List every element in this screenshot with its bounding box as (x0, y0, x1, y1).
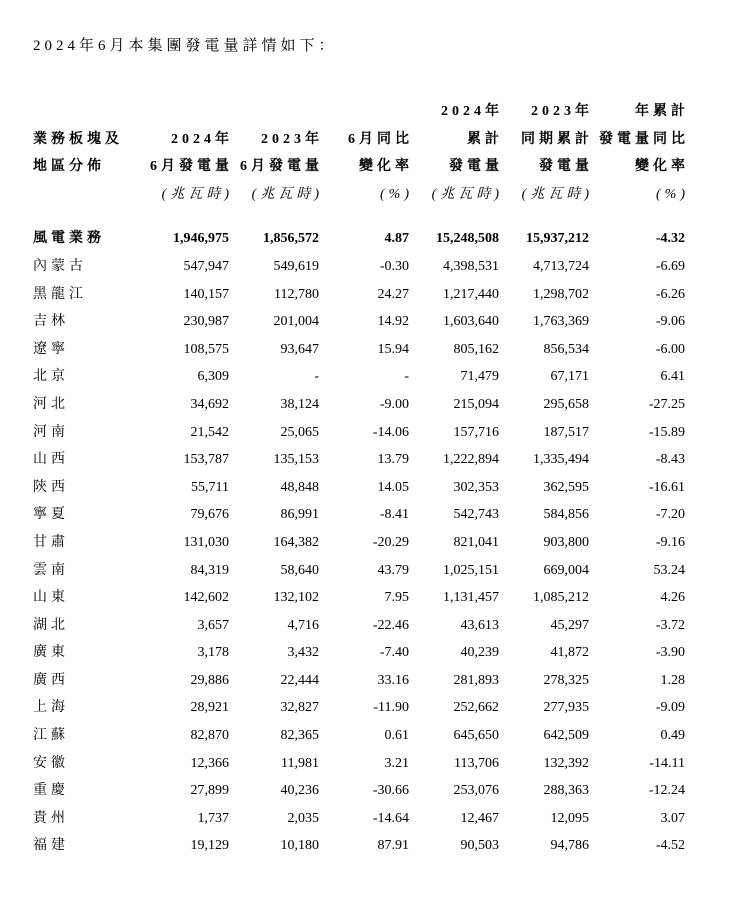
value-cell: 43.79 (377, 562, 409, 578)
value-cell: -11.90 (373, 700, 409, 716)
value-cell: -8.43 (655, 452, 685, 468)
header-cell (499, 126, 593, 154)
value-cell: 19,129 (190, 838, 229, 854)
value-cell: 45,297 (550, 617, 589, 633)
value-cell: 164,382 (273, 534, 319, 550)
value-cell: 821,041 (453, 534, 499, 550)
region-cell: 雲南 (33, 562, 69, 578)
value-cell: 1,025,151 (443, 562, 499, 578)
value-cell: 3.07 (660, 810, 685, 826)
value-cell: 112,780 (274, 286, 319, 302)
value-cell: -30.66 (372, 783, 409, 799)
value-cell: -9.16 (655, 534, 685, 550)
region-cell: 山東 (33, 590, 69, 606)
table-row (33, 639, 685, 667)
region-cell: 貴州 (33, 810, 69, 826)
value-cell: 94,786 (550, 838, 589, 854)
value-cell: 1,946,975 (173, 231, 229, 247)
value-cell: 24.27 (377, 286, 409, 302)
table-row (33, 557, 685, 585)
value-cell: 40,239 (460, 645, 499, 661)
header-cell (229, 181, 323, 209)
value-cell: -16.61 (648, 479, 685, 495)
value-cell: 1,763,369 (533, 314, 589, 330)
value-cell: 288,363 (543, 783, 589, 799)
value-cell: 41,872 (550, 645, 589, 661)
value-cell: 135,153 (273, 452, 319, 468)
table-row (33, 391, 685, 419)
value-cell: 542,743 (453, 507, 499, 523)
value-cell: 1,335,494 (533, 452, 589, 468)
value-cell: 15,937,212 (526, 231, 589, 247)
value-cell: 55,711 (191, 479, 229, 495)
header-cell (409, 153, 503, 181)
header-cell (499, 98, 593, 126)
value-cell: 33.16 (377, 672, 409, 688)
value-cell: -14.06 (372, 424, 409, 440)
value-cell: 12,366 (190, 755, 229, 771)
value-cell: 6,309 (197, 369, 229, 385)
header-cell-text: 2023年 (261, 131, 323, 147)
region-cell: 內蒙古 (33, 258, 87, 274)
generation-table (33, 98, 689, 860)
value-cell: 1,856,572 (263, 231, 319, 247)
value-cell: 21,542 (190, 424, 229, 440)
value-cell: 84,319 (190, 562, 229, 578)
header-cell (139, 181, 233, 209)
value-cell: 40,236 (280, 783, 319, 799)
region-cell: 遼寧 (33, 341, 69, 357)
value-cell: 281,893 (453, 672, 499, 688)
value-cell: 34,692 (190, 396, 229, 412)
value-cell: 132,102 (273, 590, 319, 606)
value-cell: 903,800 (543, 534, 589, 550)
region-cell: 河北 (33, 396, 69, 412)
header-cell (229, 126, 323, 154)
table-row (33, 777, 685, 805)
value-cell: -12.24 (648, 783, 685, 799)
region-cell: 上海 (33, 700, 69, 716)
region-cell: 廣東 (33, 645, 69, 661)
value-cell: -8.41 (379, 507, 409, 523)
value-cell: 48,848 (280, 479, 319, 495)
header-cell-text: (%) (380, 186, 413, 202)
value-cell: -22.46 (372, 617, 409, 633)
header-cell-text: 6月發電量 (150, 159, 233, 175)
value-cell: 93,647 (280, 341, 319, 357)
value-cell: 6.41 (660, 369, 685, 385)
header-cell-text: 6月發電量 (240, 159, 323, 175)
value-cell: 12,095 (550, 810, 589, 826)
header-cell (319, 126, 413, 154)
value-cell: 14.05 (377, 479, 409, 495)
value-cell: 43,613 (460, 617, 499, 633)
value-cell: 3,178 (197, 645, 229, 661)
header-cell-text: 6月同比 (348, 131, 413, 147)
region-cell: 湖北 (33, 617, 69, 633)
value-cell: 253,076 (453, 783, 499, 799)
value-cell: 549,619 (273, 258, 319, 274)
value-cell: 11,981 (281, 755, 319, 771)
value-cell: -9.09 (655, 700, 685, 716)
table-row (33, 446, 685, 474)
value-cell: 295,658 (543, 396, 589, 412)
value-cell: 22,444 (280, 672, 319, 688)
header-cell (589, 181, 689, 209)
value-cell: - (314, 369, 319, 385)
value-cell: 0.49 (660, 728, 685, 744)
header-cell-text: (兆瓦時) (161, 186, 233, 202)
value-cell: 3,432 (287, 645, 319, 661)
value-cell: 157,716 (453, 424, 499, 440)
region-cell: 福建 (33, 838, 69, 854)
value-cell: 38,124 (280, 396, 319, 412)
header-cell-text: 2024年 (441, 104, 503, 119)
header-cell (229, 153, 323, 181)
value-cell: -14.11 (649, 755, 685, 771)
value-cell: 82,870 (190, 728, 229, 744)
table-row (33, 584, 685, 612)
region-cell: 寧夏 (33, 507, 69, 523)
value-cell: 86,991 (280, 507, 319, 523)
value-cell: -7.40 (379, 645, 409, 661)
header-cell (409, 126, 503, 154)
value-cell: 362,595 (543, 479, 589, 495)
value-cell: 14.92 (377, 314, 409, 330)
header-row (33, 98, 685, 126)
value-cell: -6.26 (655, 286, 685, 302)
value-cell: -3.72 (655, 617, 685, 633)
header-cell (319, 98, 409, 126)
table-row (33, 281, 685, 309)
value-cell: 3,657 (197, 617, 229, 633)
value-cell: 140,157 (183, 286, 229, 302)
header-cell (319, 181, 413, 209)
value-cell: 302,353 (453, 479, 499, 495)
table-row (33, 612, 685, 640)
value-cell: 25,065 (280, 424, 319, 440)
value-cell: -9.00 (379, 396, 409, 412)
header-cell (319, 153, 413, 181)
value-cell: 113,706 (454, 755, 499, 771)
value-cell: 12,467 (460, 810, 499, 826)
table-row (33, 308, 685, 336)
value-cell: 15,248,508 (436, 231, 499, 247)
value-cell: 1,603,640 (443, 314, 499, 330)
header-cell (499, 153, 593, 181)
table-header (33, 98, 689, 208)
value-cell: 4,716 (287, 617, 319, 633)
value-cell: 27,899 (190, 783, 229, 799)
table-row (33, 805, 685, 833)
region-cell: 重慶 (33, 783, 69, 799)
value-cell: 87.91 (377, 838, 409, 854)
table-row (33, 501, 685, 529)
header-row (33, 126, 685, 154)
value-cell: -3.90 (655, 645, 685, 661)
value-cell: 669,004 (543, 562, 589, 578)
value-cell: 4,713,724 (533, 258, 589, 274)
table-row (33, 529, 685, 557)
value-cell: 1,085,212 (533, 590, 589, 606)
header-cell (139, 98, 229, 126)
value-cell: 58,640 (280, 562, 319, 578)
value-cell: -15.89 (648, 424, 685, 440)
header-cell-text: 變化率 (359, 159, 413, 175)
table-row (33, 667, 685, 695)
header-row (33, 153, 685, 181)
region-cell: 吉林 (33, 314, 69, 330)
region-cell: 風電業務 (33, 231, 105, 247)
value-cell: 142,602 (183, 590, 229, 606)
value-cell: 1.28 (660, 672, 685, 688)
header-cell-text: 發電量 (539, 159, 593, 175)
value-cell: 277,935 (543, 700, 589, 716)
table-row (33, 419, 685, 447)
value-cell: 32,827 (280, 700, 319, 716)
value-cell: 15.94 (377, 341, 409, 357)
value-cell: 10,180 (280, 838, 319, 854)
header-cell (409, 98, 503, 126)
value-cell: 7.95 (384, 590, 409, 606)
region-cell: 廣西 (33, 672, 69, 688)
table-row (33, 363, 685, 391)
region-cell: 黑龍江 (33, 286, 87, 302)
header-cell-text: 累計 (467, 131, 503, 147)
value-cell: 187,517 (543, 424, 589, 440)
region-cell: 北京 (33, 369, 69, 385)
header-cell (33, 98, 139, 126)
table-row (33, 253, 685, 281)
header-row (33, 181, 685, 209)
table-row (33, 336, 685, 364)
value-cell: 108,575 (183, 341, 229, 357)
value-cell: 132,392 (543, 755, 589, 771)
value-cell: 252,662 (453, 700, 499, 716)
value-cell: 90,503 (460, 838, 499, 854)
header-cell-text: 變化率 (635, 159, 689, 175)
region-cell: 河南 (33, 424, 69, 440)
value-cell: 645,650 (453, 728, 499, 744)
value-cell: 53.24 (653, 562, 685, 578)
header-cell (139, 126, 233, 154)
value-cell: 67,171 (550, 369, 589, 385)
value-cell: 28,921 (190, 700, 229, 716)
value-cell: -20.29 (372, 534, 409, 550)
value-cell: 642,509 (543, 728, 589, 744)
header-cell-text: 發電量 (449, 159, 503, 175)
header-cell (229, 98, 319, 126)
region-cell: 安徽 (33, 755, 69, 771)
header-cell (33, 153, 139, 181)
value-cell: 1,737 (197, 810, 229, 826)
value-cell: -7.20 (655, 507, 685, 523)
value-cell: -0.30 (379, 258, 409, 274)
header-cell (409, 181, 503, 209)
header-cell-text: 2024年 (171, 131, 233, 147)
value-cell: 856,534 (543, 341, 589, 357)
value-cell: 1,298,702 (533, 286, 589, 302)
table-row (33, 694, 685, 722)
region-cell: 陝西 (33, 479, 69, 495)
value-cell: -27.25 (648, 396, 685, 412)
value-cell: 4,398,531 (443, 258, 499, 274)
table-row (33, 208, 685, 253)
value-cell: -6.00 (655, 341, 685, 357)
value-cell: 547,947 (183, 258, 229, 274)
header-cell-text: 業務板塊及 (33, 131, 123, 147)
table-row (33, 474, 685, 502)
value-cell: 4.87 (384, 231, 409, 247)
value-cell: 805,162 (453, 341, 499, 357)
table-row (33, 832, 685, 860)
header-cell-text: 同期累計 (521, 131, 593, 147)
header-cell-text: 2023年 (531, 104, 593, 119)
value-cell: 131,030 (183, 534, 229, 550)
header-cell (589, 126, 689, 154)
table-row (33, 722, 685, 750)
value-cell: 79,676 (190, 507, 229, 523)
header-cell-text: 地區分佈 (33, 159, 105, 175)
header-cell (33, 126, 139, 154)
header-cell-text: 發電量同比 (599, 131, 689, 147)
table-body (33, 208, 685, 860)
header-cell (139, 153, 233, 181)
table-row (33, 750, 685, 778)
header-cell-text: (兆瓦時) (251, 186, 323, 202)
value-cell: 230,987 (183, 314, 229, 330)
header-cell-text: (%) (656, 186, 689, 202)
value-cell: -9.06 (655, 314, 685, 330)
value-cell: 2,035 (287, 810, 319, 826)
value-cell: -4.32 (655, 231, 685, 247)
value-cell: - (404, 369, 409, 385)
value-cell: 13.79 (377, 452, 409, 468)
value-cell: 0.61 (384, 728, 409, 744)
value-cell: 71,479 (460, 369, 499, 385)
value-cell: 201,004 (273, 314, 319, 330)
value-cell: 153,787 (183, 452, 229, 468)
region-cell: 山西 (33, 452, 69, 468)
page-title: 2024年6月本集團發電量詳情如下： (33, 38, 338, 54)
value-cell: 278,325 (543, 672, 589, 688)
header-cell (589, 98, 689, 126)
header-cell-text: (兆瓦時) (431, 186, 503, 202)
header-cell (33, 181, 139, 209)
value-cell: 1,222,894 (443, 452, 499, 468)
value-cell: 215,094 (453, 396, 499, 412)
value-cell: 3.21 (384, 755, 409, 771)
header-cell-text: 年累計 (635, 104, 689, 119)
region-cell: 甘肅 (33, 534, 69, 550)
value-cell: 4.26 (660, 590, 685, 606)
value-cell: 29,886 (190, 672, 229, 688)
value-cell: -14.64 (372, 810, 409, 826)
header-cell (589, 153, 689, 181)
region-cell: 江蘇 (33, 728, 69, 744)
value-cell: 1,131,457 (443, 590, 499, 606)
value-cell: 1,217,440 (443, 286, 499, 302)
value-cell: -6.69 (655, 258, 685, 274)
value-cell: 584,856 (543, 507, 589, 523)
header-cell (499, 181, 593, 209)
value-cell: 82,365 (280, 728, 319, 744)
header-cell-text: (兆瓦時) (521, 186, 593, 202)
value-cell: -4.52 (655, 838, 685, 854)
